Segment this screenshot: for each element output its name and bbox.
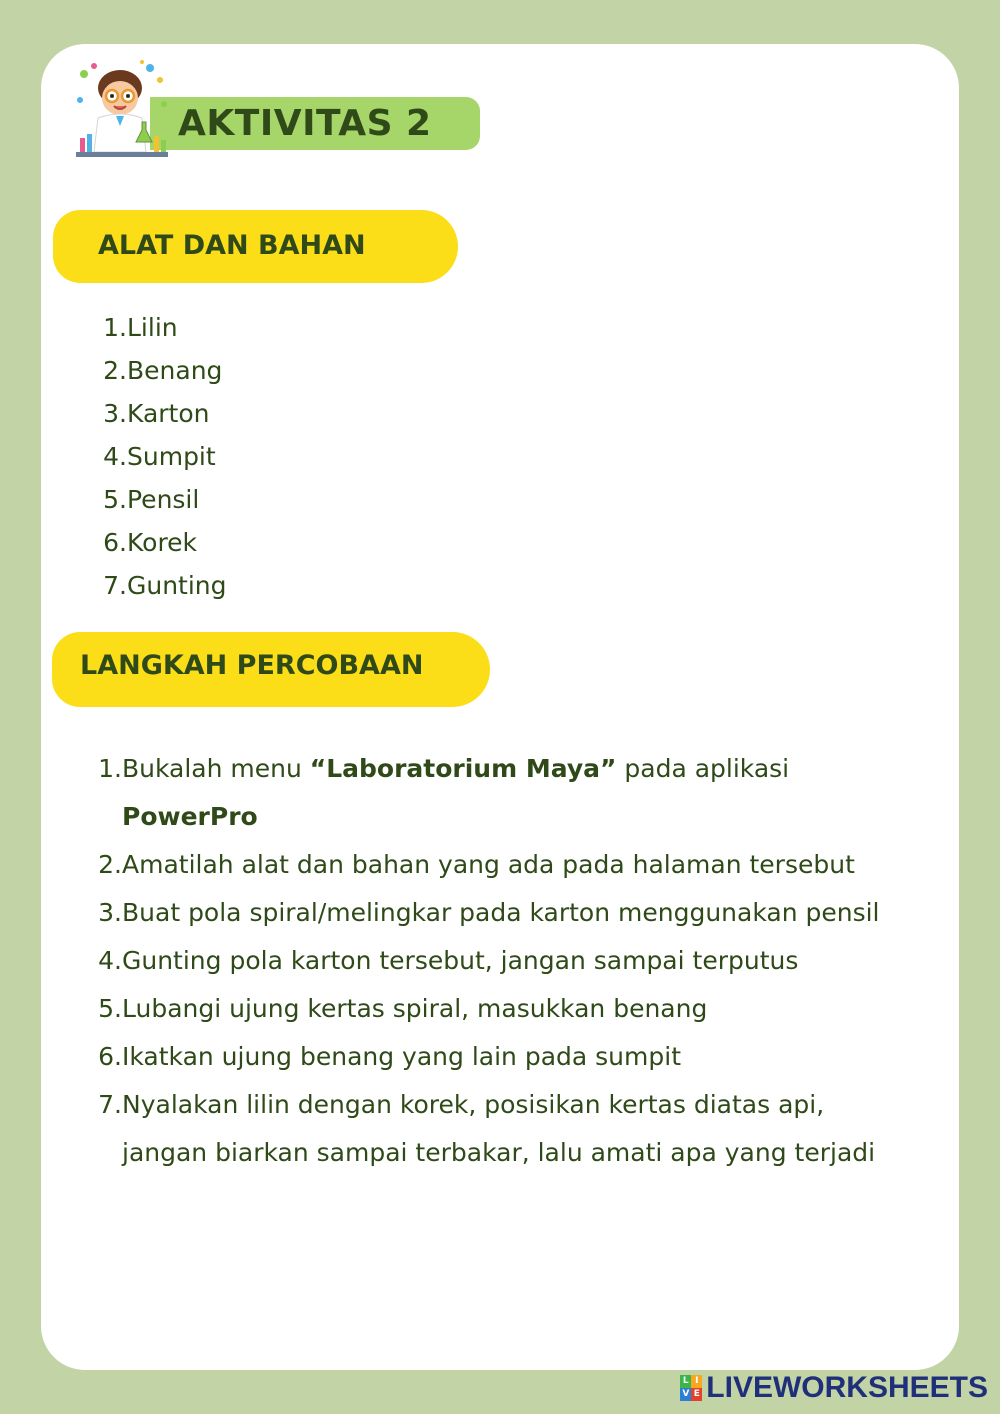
section-title: LANGKAH PERCOBAAN — [80, 650, 424, 681]
item-label: Benang — [127, 356, 223, 385]
list-item — [95, 521, 227, 564]
liveworksheets-logo-icon — [680, 1375, 702, 1401]
step-number: 1. — [98, 754, 122, 783]
step-text: Nyalakan lilin dengan korek, posisikan kertas diatas api, jangan biarkan sampai terbakar, lalu amati apa yang terjadi — [122, 1090, 876, 1167]
step-item — [92, 745, 912, 841]
list-item — [95, 478, 227, 521]
step-number: 4. — [98, 946, 122, 975]
item-label: Pensil — [127, 485, 200, 514]
section-title: ALAT DAN BAHAN — [98, 230, 366, 261]
section-header-langkah — [52, 632, 490, 707]
step-number: 6. — [98, 1042, 122, 1071]
item-number: 7. — [103, 571, 127, 600]
activity-title: AKTIVITAS 2 — [178, 103, 432, 144]
item-number: 1. — [103, 313, 127, 342]
step-item — [92, 937, 912, 985]
item-label: Sumpit — [127, 442, 216, 471]
logo-letter: I — [691, 1375, 702, 1388]
step-item — [92, 1033, 912, 1081]
step-item — [92, 985, 912, 1033]
step-text: Bukalah menu — [122, 754, 310, 783]
step-number: 5. — [98, 994, 122, 1023]
logo-letter: E — [691, 1388, 702, 1401]
step-text: Lubangi ujung kertas spiral, masukkan benang — [122, 994, 708, 1023]
step-text: Gunting pola karton tersebut, jangan sampai terputus — [122, 946, 799, 975]
step-text: Ikatkan ujung benang yang lain pada sumpit — [122, 1042, 681, 1071]
step-number: 3. — [98, 898, 122, 927]
materials-list — [95, 306, 227, 607]
liveworksheets-brand[interactable] — [680, 1370, 988, 1406]
item-number: 4. — [103, 442, 127, 471]
step-highlight-app: PowerPro — [122, 802, 258, 831]
list-item — [95, 435, 227, 478]
step-item — [92, 889, 912, 937]
step-text: Buat pola spiral/melingkar pada karton menggunakan pensil — [122, 898, 880, 927]
logo-letter: V — [680, 1388, 691, 1401]
item-number: 5. — [103, 485, 127, 514]
step-number: 2. — [98, 850, 122, 879]
step-item — [92, 1081, 912, 1177]
item-number: 2. — [103, 356, 127, 385]
list-item — [95, 349, 227, 392]
item-label: Lilin — [127, 313, 178, 342]
step-highlight-menu: “Laboratorium Maya” — [309, 754, 617, 783]
item-label: Karton — [127, 399, 210, 428]
item-label: Korek — [127, 528, 198, 557]
scientist-icon — [72, 60, 172, 166]
logo-letter: L — [680, 1375, 691, 1388]
item-label: Gunting — [127, 571, 227, 600]
step-text: Amatilah alat dan bahan yang ada pada halaman tersebut — [122, 850, 855, 879]
section-header-alat-bahan — [53, 210, 458, 283]
item-number: 3. — [103, 399, 127, 428]
brand-name: LIVEWORKSHEETS — [706, 1371, 988, 1404]
list-item — [95, 564, 227, 607]
step-number: 7. — [98, 1090, 122, 1119]
item-number: 6. — [103, 528, 127, 557]
list-item — [95, 392, 227, 435]
steps-list — [92, 745, 912, 1177]
step-item — [92, 841, 912, 889]
list-item — [95, 306, 227, 349]
step-text: pada aplikasi — [616, 754, 790, 783]
